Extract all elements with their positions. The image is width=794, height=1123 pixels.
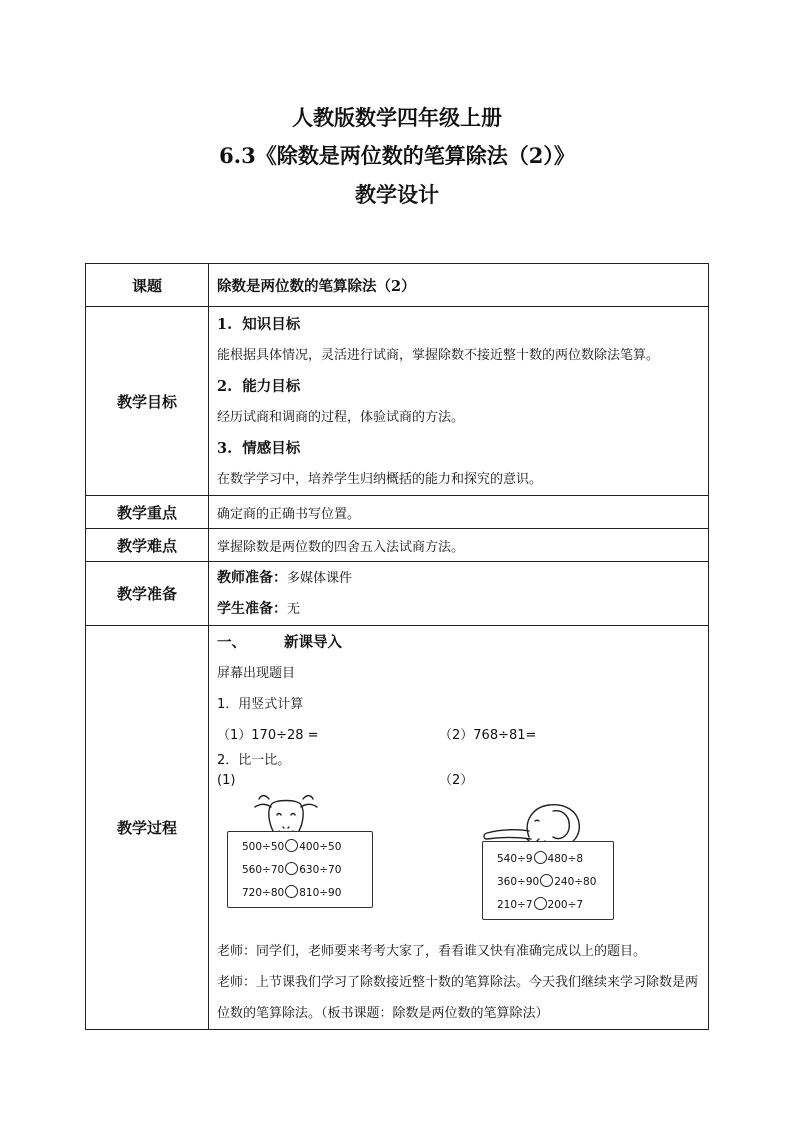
row-difficulty bbox=[86, 529, 709, 562]
title-line-1: 人教版数学四年级上册 bbox=[292, 105, 502, 130]
title-line-3: 教学设计 bbox=[355, 182, 439, 207]
row-goals bbox=[86, 307, 709, 496]
question-1-items bbox=[217, 720, 700, 751]
compare-circle[interactable] bbox=[534, 897, 547, 910]
question-1a: （1）170÷28 = bbox=[217, 728, 319, 743]
row-key-point bbox=[86, 496, 709, 529]
goal-3-text: 在数学学习中，培养学生归纳概括的能力和探究的意识。 bbox=[217, 472, 543, 487]
compare-circle[interactable] bbox=[285, 862, 298, 875]
process-line-1: 屏幕出现题目 bbox=[217, 666, 296, 681]
comparison-card-2 bbox=[482, 841, 614, 920]
row-topic bbox=[86, 264, 709, 307]
teacher-remark-2: 老师：上节课我们学习了除数接近整十数的笔算除法。今天我们继续来学习除数是两位数的笔算除法。（板书课题：除数是两位数的笔算除法） bbox=[217, 975, 699, 1021]
card-1-row-3: 720÷80 810÷90 bbox=[242, 887, 342, 899]
student-preparation: 学生准备：无 bbox=[217, 600, 301, 617]
compare-circle[interactable] bbox=[540, 874, 553, 887]
document-title-block bbox=[0, 100, 794, 213]
compare-circle[interactable] bbox=[285, 885, 298, 898]
card-1-row-2: 560÷70 630÷70 bbox=[242, 864, 342, 876]
question-1b: （2）768÷81= bbox=[439, 728, 537, 743]
topic-label: 课题 bbox=[86, 264, 209, 307]
goal-1-text: 能根据具体情况，灵活进行试商，掌握除数不接近整十数的两位数除法笔算。 bbox=[217, 348, 660, 363]
difficulty-label: 教学难点 bbox=[86, 529, 209, 562]
difficulty-value: 掌握除数是两位数的四舍五入法试商方法。 bbox=[209, 529, 709, 562]
preparation-label: 教学准备 bbox=[86, 562, 209, 626]
key-point-label: 教学重点 bbox=[86, 496, 209, 529]
topic-value: 除数是两位数的笔算除法（2） bbox=[217, 277, 416, 295]
goal-1-heading: 1. 知识目标 bbox=[217, 316, 301, 333]
compare-circle[interactable] bbox=[534, 851, 547, 864]
card-2-row-2: 360÷90 240÷80 bbox=[497, 876, 597, 888]
goal-2-heading: 2. 能力目标 bbox=[217, 378, 301, 395]
title-line-2: 6.3《除数是两位数的笔算除法（2）》 bbox=[219, 143, 575, 168]
card-1-row-1: 500÷50 400÷50 bbox=[242, 841, 342, 853]
question-2a: (1) bbox=[217, 773, 236, 788]
question-2b: （2） bbox=[439, 773, 474, 788]
teacher-remark-1: 老师：同学们，老师要来考考大家了，看看谁又快有准确完成以上的题目。 bbox=[217, 944, 647, 959]
lesson-plan-table bbox=[85, 263, 709, 1030]
card-2-row-3: 210÷7 200÷7 bbox=[497, 899, 584, 911]
row-preparation bbox=[86, 562, 709, 626]
comparison-illustrations bbox=[217, 791, 700, 936]
question-1: 1．用竖式计算 bbox=[217, 697, 304, 712]
goal-3-heading: 3. 情感目标 bbox=[217, 440, 301, 457]
compare-circle[interactable] bbox=[285, 839, 298, 852]
card-2-row-1: 540÷9 480÷8 bbox=[497, 853, 584, 865]
key-point-value: 确定商的正确书写位置。 bbox=[209, 496, 709, 529]
goals-label: 教学目标 bbox=[86, 307, 209, 496]
teacher-preparation: 教师准备：多媒体课件 bbox=[217, 569, 353, 586]
row-process bbox=[86, 626, 709, 1030]
process-label: 教学过程 bbox=[86, 626, 209, 1030]
section-heading: 一、 新课导入 bbox=[217, 634, 342, 651]
question-2-labels bbox=[217, 771, 700, 791]
question-2: 2．比一比。 bbox=[217, 753, 291, 768]
goal-2-text: 经历试商和调商的过程，体验试商的方法。 bbox=[217, 410, 465, 425]
comparison-card-1 bbox=[227, 831, 373, 908]
